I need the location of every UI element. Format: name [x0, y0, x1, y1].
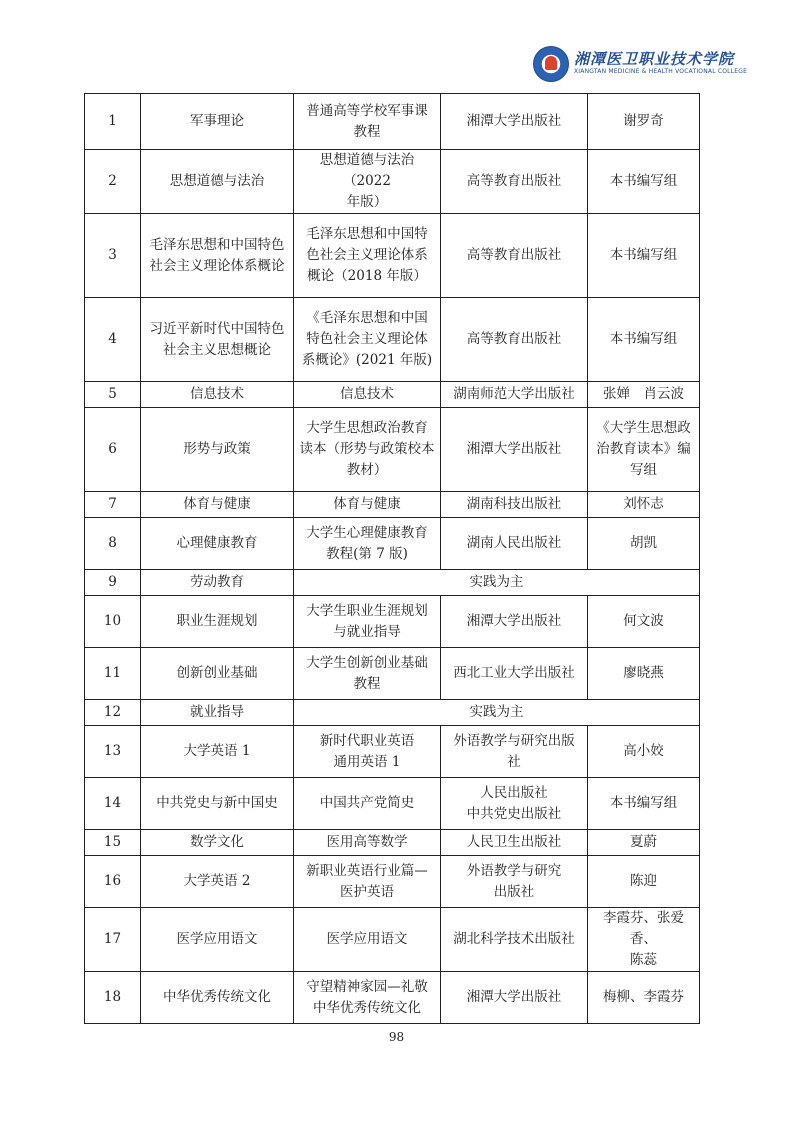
page-number: 98	[388, 1030, 405, 1044]
author-cell: 本书编写组	[588, 298, 700, 382]
row-number-cell: 10	[85, 596, 141, 648]
college-seal-icon	[533, 46, 569, 82]
textbook-table-body	[85, 94, 700, 1024]
textbook-cell: 中国共产党简史	[294, 778, 441, 830]
row-number-cell: 3	[85, 214, 141, 298]
row-number-cell: 16	[85, 856, 141, 908]
textbook-cell: 新时代职业英语 通用英语 1	[294, 726, 441, 778]
row-number-cell: 11	[85, 648, 141, 700]
course-name-cell: 职业生涯规划	[141, 596, 294, 648]
row-number-cell: 1	[85, 94, 141, 150]
row-number-cell: 2	[85, 150, 141, 214]
row-number-cell: 14	[85, 778, 141, 830]
textbook-cell: 思想道德与法治（2022 年版）	[294, 150, 441, 214]
table-row	[85, 570, 700, 596]
course-name-cell: 毛泽东思想和中国特色 社会主义理论体系概论	[141, 214, 294, 298]
table-row	[85, 596, 700, 648]
table-row	[85, 492, 700, 518]
logo-english-name: XIANGTAN MEDICINE & HEALTH VOCATIONAL COLLEGE	[574, 68, 748, 75]
table-row	[85, 830, 700, 856]
author-cell: 陈迎	[588, 856, 700, 908]
table-row	[85, 150, 700, 214]
publisher-cell: 高等教育出版社	[441, 298, 588, 382]
table-row	[85, 908, 700, 972]
publisher-cell: 外语教学与研究 出版社	[441, 856, 588, 908]
publisher-cell: 湖北科学技术出版社	[441, 908, 588, 972]
table-row	[85, 298, 700, 382]
row-number-cell: 13	[85, 726, 141, 778]
textbook-cell: 医学应用语文	[294, 908, 441, 972]
logo-chinese-name: 湘潭医卫职业技术学院	[574, 50, 735, 68]
college-logo	[533, 46, 748, 82]
author-cell: 高小姣	[588, 726, 700, 778]
textbook-table	[84, 93, 700, 1024]
author-cell: 何文波	[588, 596, 700, 648]
publisher-cell: 人民出版社 中共党史出版社	[441, 778, 588, 830]
course-name-cell: 大学英语 2	[141, 856, 294, 908]
course-name-cell: 中共党史与新中国史	[141, 778, 294, 830]
publisher-cell: 人民卫生出版社	[441, 830, 588, 856]
table-row	[85, 700, 700, 726]
publisher-cell: 湘潭大学出版社	[441, 596, 588, 648]
author-cell: 梅柳、李霞芬	[588, 972, 700, 1024]
textbook-cell: 大学生职业生涯规划 与就业指导	[294, 596, 441, 648]
row-number-cell: 7	[85, 492, 141, 518]
course-name-cell: 中华优秀传统文化	[141, 972, 294, 1024]
practice-note-cell: 实践为主	[294, 700, 700, 726]
course-name-cell: 医学应用语文	[141, 908, 294, 972]
course-name-cell: 信息技术	[141, 382, 294, 408]
publisher-cell: 湘潭大学出版社	[441, 94, 588, 150]
textbook-cell: 守望精神家园—礼敬 中华优秀传统文化	[294, 972, 441, 1024]
course-name-cell: 体育与健康	[141, 492, 294, 518]
row-number-cell: 15	[85, 830, 141, 856]
author-cell: 廖晓燕	[588, 648, 700, 700]
textbook-cell: 《毛泽东思想和中国 特色社会主义理论体 系概论》(2021 年版)	[294, 298, 441, 382]
publisher-cell: 外语教学与研究出版 社	[441, 726, 588, 778]
row-number-cell: 6	[85, 408, 141, 492]
table-row	[85, 726, 700, 778]
table-row	[85, 382, 700, 408]
row-number-cell: 4	[85, 298, 141, 382]
author-cell: 本书编写组	[588, 778, 700, 830]
course-name-cell: 心理健康教育	[141, 518, 294, 570]
course-name-cell: 劳动教育	[141, 570, 294, 596]
row-number-cell: 12	[85, 700, 141, 726]
author-cell: 胡凯	[588, 518, 700, 570]
course-name-cell: 大学英语 1	[141, 726, 294, 778]
textbook-cell: 毛泽东思想和中国特 色社会主义理论体系 概论（2018 年版）	[294, 214, 441, 298]
publisher-cell: 湖南师范大学出版社	[441, 382, 588, 408]
author-cell: 本书编写组	[588, 150, 700, 214]
table-row	[85, 648, 700, 700]
publisher-cell: 湘潭大学出版社	[441, 408, 588, 492]
textbook-cell: 大学生思想政治教育 读本（形势与政策校本 教材）	[294, 408, 441, 492]
publisher-cell: 湖南科技出版社	[441, 492, 588, 518]
row-number-cell: 8	[85, 518, 141, 570]
publisher-cell: 湘潭大学出版社	[441, 972, 588, 1024]
author-cell: 张婵 肖云波	[588, 382, 700, 408]
course-name-cell: 就业指导	[141, 700, 294, 726]
textbook-cell: 大学生创新创业基础 教程	[294, 648, 441, 700]
author-cell: 李霞芬、张爱香、 陈蕊	[588, 908, 700, 972]
table-row	[85, 214, 700, 298]
row-number-cell: 5	[85, 382, 141, 408]
textbook-cell: 普通高等学校军事课 教程	[294, 94, 441, 150]
table-row	[85, 856, 700, 908]
course-name-cell: 军事理论	[141, 94, 294, 150]
textbook-cell: 体育与健康	[294, 492, 441, 518]
textbook-cell: 新职业英语行业篇— 医护英语	[294, 856, 441, 908]
table-row	[85, 408, 700, 492]
row-number-cell: 18	[85, 972, 141, 1024]
publisher-cell: 湖南人民出版社	[441, 518, 588, 570]
table-row	[85, 518, 700, 570]
textbook-cell: 大学生心理健康教育 教程(第 7 版)	[294, 518, 441, 570]
textbook-cell: 医用高等数学	[294, 830, 441, 856]
author-cell: 本书编写组	[588, 214, 700, 298]
practice-note-cell: 实践为主	[294, 570, 700, 596]
course-name-cell: 创新创业基础	[141, 648, 294, 700]
author-cell: 《大学生思想政 治教育读本》编 写组	[588, 408, 700, 492]
course-name-cell: 习近平新时代中国特色 社会主义思想概论	[141, 298, 294, 382]
author-cell: 夏蔚	[588, 830, 700, 856]
table-row	[85, 972, 700, 1024]
course-name-cell: 数学文化	[141, 830, 294, 856]
row-number-cell: 9	[85, 570, 141, 596]
table-row	[85, 94, 700, 150]
row-number-cell: 17	[85, 908, 141, 972]
course-name-cell: 形势与政策	[141, 408, 294, 492]
author-cell: 刘怀志	[588, 492, 700, 518]
course-name-cell: 思想道德与法治	[141, 150, 294, 214]
table-row	[85, 778, 700, 830]
author-cell: 谢罗奇	[588, 94, 700, 150]
textbook-cell: 信息技术	[294, 382, 441, 408]
publisher-cell: 西北工业大学出版社	[441, 648, 588, 700]
publisher-cell: 高等教育出版社	[441, 150, 588, 214]
publisher-cell: 高等教育出版社	[441, 214, 588, 298]
